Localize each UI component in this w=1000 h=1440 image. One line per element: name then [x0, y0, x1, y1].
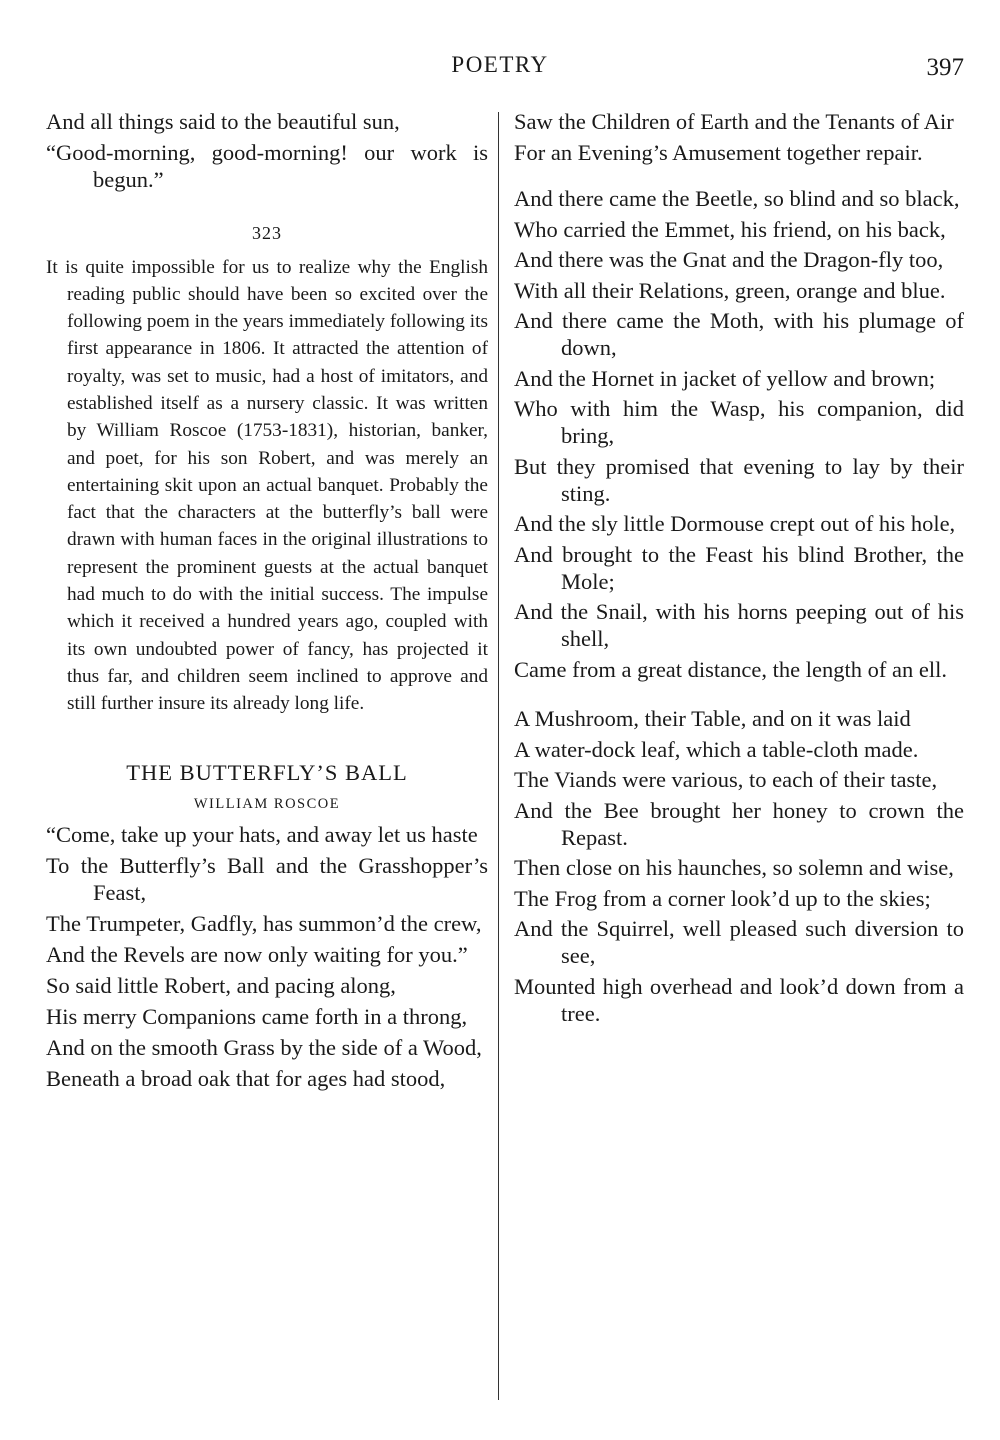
verse-line: And the sly little Dormouse crept out of his hole,	[514, 511, 956, 536]
poem-author: WILLIAM ROSCOE	[193, 795, 341, 812]
verse-line: And all things said to the beautiful sun,	[46, 109, 400, 134]
verse-line: His merry Companions came forth in a throng,	[46, 1003, 468, 1029]
verse-line: The Frog from a corner look’d up to the skies;	[514, 885, 931, 911]
verse-line: Who carried the Emmet, his friend, on his back,	[514, 216, 946, 242]
verse-line: And the Revels are now only waiting for you.”	[46, 941, 468, 967]
verse-line: The Viands were various, to each of their taste,	[514, 767, 938, 792]
stanza-2	[514, 185, 964, 683]
verse-line: And brought to the Feast his blind Brother, the Mole;	[514, 541, 964, 594]
verse-line: Mounted high overhead and look’d down from a tree.	[514, 973, 964, 1026]
verse-line: “Good-morning, good-morning! our work is begun.”	[46, 139, 488, 192]
verse-line: A Mushroom, their Table, and on it was laid	[514, 706, 911, 731]
running-title: POETRY	[451, 52, 549, 77]
verse-line: And the Bee brought her honey to crown the Repast.	[514, 797, 964, 850]
verse-line: And there came the Moth, with his plumage of down,	[514, 308, 964, 360]
stanza-1	[514, 108, 964, 166]
running-head	[0, 52, 1000, 86]
verse-line: Then close on his haunches, so solemn and wise,	[514, 855, 954, 880]
poem-title: THE BUTTERFLY’S BALL	[126, 759, 408, 785]
column-divider	[498, 112, 499, 1400]
verse-line: A water-dock leaf, which a table-cloth made.	[514, 736, 919, 762]
entry-number: 323	[252, 222, 282, 243]
verse-line: Who with him the Wasp, his companion, did bring,	[514, 396, 964, 448]
stanza-break	[514, 686, 964, 705]
page-number: 397	[926, 54, 964, 81]
verse-line: “Come, take up your hats, and away let us haste	[46, 821, 478, 847]
verse-line: Beneath a broad oak that for ages had stood,	[46, 1065, 446, 1091]
opening-lines	[46, 108, 488, 193]
stanza-break	[514, 169, 964, 185]
verse-line: To the Butterfly’s Ball and the Grasshopper’s Feast,	[46, 852, 488, 905]
left-column	[46, 108, 488, 1408]
verse-line: But they promised that evening to lay by their sting.	[514, 453, 964, 506]
stanza-3	[514, 705, 964, 1027]
verse-line: So said little Robert, and pacing along,	[46, 972, 396, 998]
verse-line: And the Squirrel, well pleased such diversion to see,	[514, 916, 964, 968]
verse-line: The Trumpeter, Gadfly, has summon’d the crew,	[46, 910, 482, 936]
verse-line: And the Snail, with his horns peeping out of his shell,	[514, 599, 964, 651]
right-column	[514, 108, 964, 1408]
verse-line: With all their Relations, green, orange and blue.	[514, 277, 946, 303]
intro-paragraph: It is quite impossible for us to realize why the English reading public should have been so excited over the following poem in the years immediately following its first appearance in 1806. It attracted the attention of royalty, was set to music, had a host of imitators, and established itself as a nursery classic. It was written by William Roscoe (1753-1831), historian, banker, and poet, for his son Robert, and was merely an entertaining skit upon an actual banquet. Probably the fact that the characters at the butterfly’s ball were drawn with human faces in the original illustrations to represent the prominent guests at the actual banquet had much to do with the initial success. The impulse which it received a hundred years ago, coupled with its own undoubted power of fancy, has projected it thus far, and children seem inclined to approve and still further insure its already long life.	[46, 256, 488, 715]
verse-line: Saw the Children of Earth and the Tenants of Air	[514, 109, 954, 134]
verse-line: And on the smooth Grass by the side of a Wood,	[46, 1034, 482, 1060]
verse-line: For an Evening’s Amusement together repair.	[514, 139, 923, 165]
verse-line: And there was the Gnat and the Dragon-fly too,	[514, 247, 944, 272]
verse-line: And there came the Beetle, so blind and so black,	[514, 186, 960, 211]
poem-body	[46, 821, 488, 1092]
verse-line: And the Hornet in jacket of yellow and brown;	[514, 365, 936, 391]
verse-line: Came from a great distance, the length of an ell.	[514, 656, 947, 682]
